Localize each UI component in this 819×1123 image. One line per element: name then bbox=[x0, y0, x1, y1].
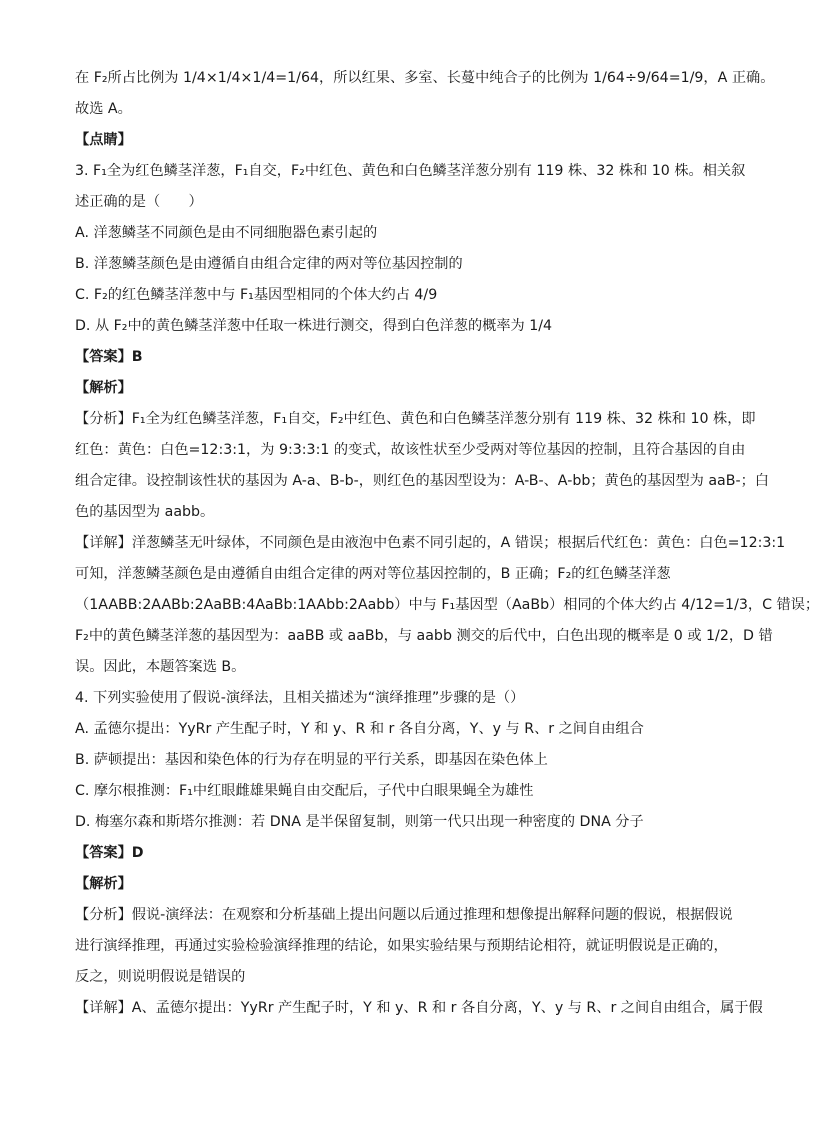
q4-fenxi-line: 【分析】假说-演绎法：在观察和分析基础上提出问题以后通过推理和想像提出解释问题的假说，根据假说 bbox=[75, 907, 733, 923]
q4-option-d: D. 梅塞尔森和斯塔尔推测：若 DNA 是半保留复制，则第一代只出现一种密度的 DNA 分子 bbox=[75, 814, 644, 830]
q4-xiangjie-line: 【详解】A、孟德尔提出：YyRr 产生配子时，Y 和 y、R 和 r 各自分离，Y、y 与 R、r 之间自由组合，属于假 bbox=[75, 1000, 763, 1016]
prev-question-choice: 故选 A。 bbox=[75, 101, 132, 117]
q3-fenxi-line: 组合定律。设控制该性状的基因为 A-a、B-b-，则红色的基因型设为：A-B-、A-bb；黄色的基因型为 aaB-；白 bbox=[75, 473, 769, 489]
q4-option-b: B. 萨顿提出：基因和染色体的行为存在明显的平行关系，即基因在染色体上 bbox=[75, 752, 548, 768]
q3-option-a: A. 洋葱鳞茎不同颜色是由不同细胞器色素引起的 bbox=[75, 225, 378, 241]
q3-xiangjie-line: F₂中的黄色鳞茎洋葱的基因型为：aaBB 或 aaBb，与 aabb 测交的后代中，白色出现的概率是 0 或 1/2，D 错 bbox=[75, 628, 773, 644]
q3-analysis-label: 【解析】 bbox=[75, 380, 132, 396]
q3-option-d: D. 从 F₂中的黄色鳞茎洋葱中任取一株进行测交，得到白色洋葱的概率为 1/4 bbox=[75, 318, 553, 334]
q3-option-b: B. 洋葱鳞茎颜色是由遵循自由组合定律的两对等位基因控制的 bbox=[75, 256, 463, 272]
q4-fenxi-line: 反之，则说明假说是错误的 bbox=[75, 969, 246, 985]
q3-fenxi-line: 色的基因型为 aabb。 bbox=[75, 504, 215, 520]
q3-xiangjie-line: 【详解】洋葱鳞茎无叶绿体，不同颜色是由液泡中色素不同引起的，A 错误；根据后代红色：黄色：白色=12:3:1 bbox=[75, 535, 786, 551]
q3-xiangjie-line: 可知，洋葱鳞茎颜色是由遵循自由组合定律的两对等位基因控制的，B 正确；F₂的红色鳞茎洋葱 bbox=[75, 566, 671, 582]
prev-question-conclusion: 在 F₂所占比例为 1/4×1/4×1/4=1/64，所以红果、多室、长蔓中纯合子的比例为 1/64÷9/64=1/9，A 正确。 bbox=[75, 70, 775, 86]
dianjing-label: 【点睛】 bbox=[75, 132, 132, 148]
q4-analysis-label: 【解析】 bbox=[75, 876, 132, 892]
q4-stem-line-1: 4. 下列实验使用了假说-演绎法，且相关描述为“演绎推理”步骤的是（） bbox=[75, 690, 525, 706]
q4-fenxi-line: 进行演绎推理，再通过实验检验演绎推理的结论，如果实验结果与预期结论相符，就证明假说是正确的， bbox=[75, 938, 728, 954]
q3-fenxi-line: 【分析】F₁全为红色鳞茎洋葱，F₁自交，F₂中红色、黄色和白色鳞茎洋葱分别有 119 株、32 株和 10 株，即 bbox=[75, 411, 756, 427]
q3-stem-line-1: 3. F₁全为红色鳞茎洋葱，F₁自交，F₂中红色、黄色和白色鳞茎洋葱分别有 119 株、32 株和 10 株。相关叙 bbox=[75, 163, 746, 179]
q4-option-a: A. 孟德尔提出：YyRr 产生配子时，Y 和 y、R 和 r 各自分离，Y、y 与 R、r 之间自由组合 bbox=[75, 721, 644, 737]
q3-xiangjie-line: （1AABB:2AABb:2AaBB:4AaBb:1AAbb:2Aabb）中与 F₁基因型（AaBb）相同的个体大约占 4/12=1/3，C 错误； bbox=[75, 597, 819, 613]
q3-option-c: C. F₂的红色鳞茎洋葱中与 F₁基因型相同的个体大约占 4/9 bbox=[75, 287, 438, 303]
q4-option-c: C. 摩尔根推测：F₁中红眼雌雄果蝇自由交配后，子代中白眼果蝇全为雄性 bbox=[75, 783, 534, 799]
q4-answer: 【答案】D bbox=[75, 845, 144, 861]
q3-fenxi-line: 红色：黄色：白色=12:3:1，为 9:3:3:1 的变式，故该性状至少受两对等位基因的控制，且符合基因的自由 bbox=[75, 442, 746, 458]
q3-stem-line-2: 述正确的是（ ） bbox=[75, 194, 203, 210]
q3-xiangjie-line: 误。因此，本题答案选 B。 bbox=[75, 659, 246, 675]
q3-answer: 【答案】B bbox=[75, 349, 143, 365]
